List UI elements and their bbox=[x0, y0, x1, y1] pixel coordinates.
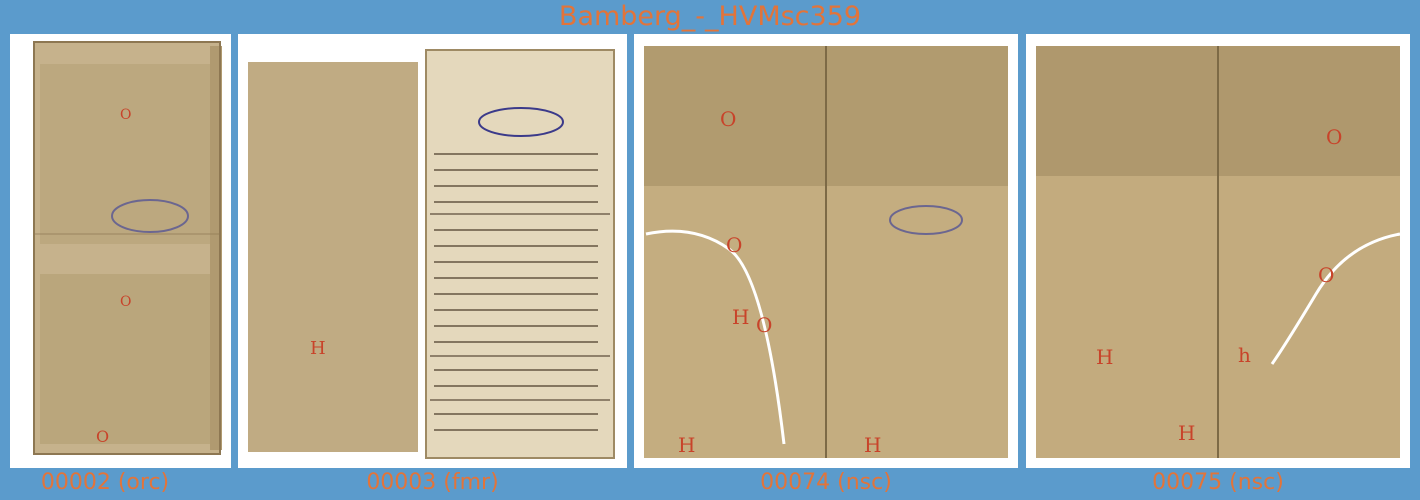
panel-caption-00074: 00074 (nsc) bbox=[760, 470, 892, 495]
panel-caption-00003: 00003 (fmr) bbox=[366, 470, 499, 495]
svg-text:O: O bbox=[756, 313, 773, 337]
image-panel-00074[interactable] bbox=[634, 34, 1018, 468]
manuscript-folio-image bbox=[634, 34, 1018, 468]
svg-text:H: H bbox=[864, 433, 882, 457]
svg-text:H: H bbox=[310, 338, 326, 359]
svg-text:O: O bbox=[726, 233, 743, 257]
panel-caption-00075: 00075 (nsc) bbox=[1152, 470, 1284, 495]
manuscript-spread-image bbox=[238, 34, 627, 468]
image-panel-00003[interactable] bbox=[238, 34, 627, 468]
manuscript-cover-image bbox=[10, 34, 231, 468]
svg-text:H: H bbox=[732, 305, 750, 329]
image-panel-00002[interactable] bbox=[10, 34, 231, 468]
svg-text:O: O bbox=[96, 427, 110, 446]
svg-text:O: O bbox=[1326, 125, 1343, 149]
svg-text:O: O bbox=[720, 107, 737, 131]
panel-caption-00002: 00002 (orc) bbox=[40, 470, 170, 495]
manuscript-folio-image bbox=[1026, 34, 1410, 468]
svg-text:O: O bbox=[120, 294, 132, 310]
svg-text:h: h bbox=[1238, 343, 1251, 367]
svg-text:H: H bbox=[1178, 421, 1196, 445]
svg-text:O: O bbox=[1318, 263, 1335, 287]
gallery-title: Bamberg_-_HVMsc359 bbox=[558, 1, 862, 32]
svg-text:O: O bbox=[120, 107, 132, 123]
image-panel-00075[interactable] bbox=[1026, 34, 1410, 468]
svg-text:H: H bbox=[1096, 345, 1114, 369]
svg-text:H: H bbox=[678, 433, 696, 457]
